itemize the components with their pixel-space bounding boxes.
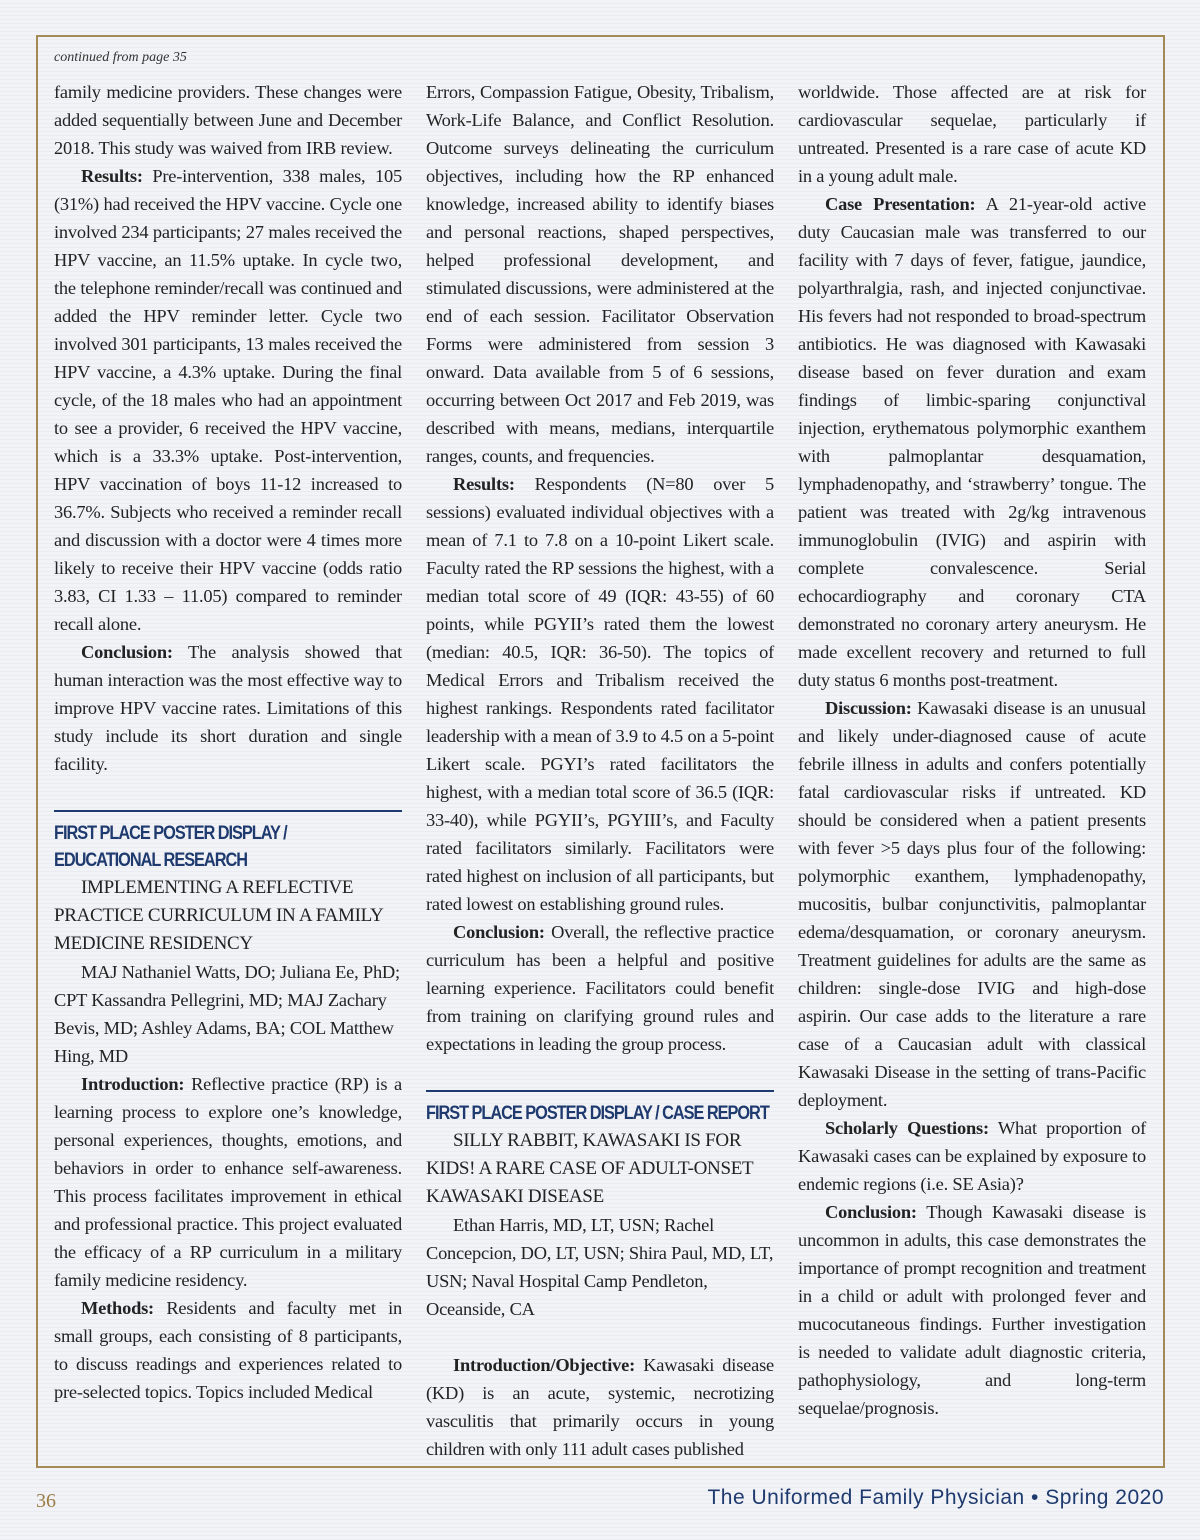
section-heading-line1: FIRST PLACE POSTER DISPLAY /: [54, 823, 287, 844]
section-divider: [426, 1090, 774, 1092]
discussion-text: Kawasaki disease is an unusual and likely under-diagnosed cause of acute febrile illness in adults and confers potentially fatal cardiovascular risks if untreated. KD should be considered when a patient presents with fever >5 days plus four of the following: polymorphic exanthem, lymphadenopathy, mucositis, bulbar conjunctivitis, palmoplantar edema/desquamation, or coronary aneurysm. Treatment guidelines for adults are the same as children: single-dose IVIG and high-dose aspirin. Our case adds to the literature a rare case of a Caucasian adult with classical Kawasaki Disease in the setting of trans-Pacific deployment.: [798, 698, 1146, 1110]
methods-text: Residents and faculty met in small groups, each consisting of 8 participants, to discuss readings and experiences related to pre-selected topics. Topics included Medical: [54, 1298, 402, 1402]
section-heading: FIRST PLACE POSTER DISPLAY / CASE REPORT: [426, 1103, 769, 1124]
conclusion-text: The analysis showed that human interaction was the most effective way to improve HPV vaccine rates. Limitations of this study include its short duration and single facility.: [54, 642, 402, 774]
section-divider: [54, 810, 402, 812]
publication-footer: The Uniformed Family Physician • Spring 2020: [707, 1486, 1164, 1509]
results-label: Results:: [81, 166, 143, 186]
questions-text: What proportion of Kawasaki cases can be explained by exposure to endemic regions (i.e. SE Asia)?: [798, 1118, 1146, 1194]
results-paragraph: [54, 162, 402, 638]
intro-paragraph: family medicine providers. These changes were added sequentially between June and December 2018. This study was waived from IRB review.: [54, 82, 402, 158]
methods-paragraph: [54, 1294, 402, 1406]
introduction-label: Introduction/Objective:: [453, 1355, 636, 1375]
discussion-paragraph: [798, 694, 1146, 1114]
conclusion-paragraph: [426, 918, 774, 1058]
questions-label: Scholarly Questions:: [825, 1118, 989, 1138]
results-paragraph: [426, 470, 774, 918]
case-label: Case Presentation:: [825, 194, 976, 214]
spacer: [426, 1323, 774, 1351]
conclusion-label: Conclusion:: [453, 922, 545, 942]
conclusion-paragraph: [798, 1198, 1146, 1422]
introduction-label: Introduction:: [81, 1074, 185, 1094]
column-2: [426, 78, 774, 1463]
conclusion-paragraph: [54, 638, 402, 778]
methods-continued: Errors, Compassion Fatigue, Obesity, Tribalism, Work-Life Balance, and Conflict Resolution. Outcome surveys delineating the curriculum objectives, including how the RP enhanced knowledge, increased ability to identify biases and personal reactions, shaped perspectives, helped professional development, and stimulated discussions, were administered at the end of each session. Facilitator Observation Forms were administered from session 3 onward. Data available from 5 of 6 sessions, occurring between Oct 2017 and Feb 2019, was described with means, medians, interquartile ranges, counts, and frequencies.: [426, 82, 774, 466]
case-paragraph: [798, 190, 1146, 694]
article-title: IMPLEMENTING A REFLECTIVE PRACTICE CURRICULUM IN A FAMILY MEDICINE RESIDENCY: [54, 877, 383, 954]
results-text: Pre-intervention, 338 males, 105 (31%) had received the HPV vaccine. Cycle one involved 234 participants; 27 males received the HPV vaccine, an 11.5% uptake. In cycle two, the telephone reminder/recall was continued and added the HPV reminder letter. Cycle two involved 301 participants, 13 males received the HPV vaccine, a 4.3% uptake. During the final cycle, of the 18 males who had an appointment to see a provider, 6 received the HPV vaccine, which is a 33.3% uptake. Post-intervention, HPV vaccination of boys 11-12 increased to 36.7%. Subjects who received a reminder recall and discussion with a doctor were 4 times more likely to receive their HPV vaccine (odds ratio 3.83, CI 1.33 – 11.05) compared to reminder recall alone.: [54, 166, 402, 634]
conclusion-text: Overall, the reflective practice curriculum has been a helpful and positive learning experience. Facilitators could benefit from training on clarifying ground rules and expectations in leading the group process.: [426, 922, 774, 1054]
discussion-label: Discussion:: [825, 698, 912, 718]
introduction-paragraph: [426, 1351, 774, 1463]
results-label: Results:: [453, 474, 515, 494]
introduction-continued: worldwide. Those affected are at risk for cardiovascular sequelae, particularly if untreated. Presented is a rare case of acute KD in a young adult male.: [798, 82, 1146, 186]
case-text: A 21-year-old active duty Caucasian male was transferred to our facility with 7 days of fever, fatigue, jaundice, polyarthralgia, rash, and injected conjunctivae. His fevers had not responded to broad-spectrum antibiotics. He was diagnosed with Kawasaki disease based on fever duration and exam findings of limbic-sparing conjunctival injection, erythematous polymorphic exanthem with palmoplantar desquamation, lymphadenopathy, and ‘strawberry’ tongue. The patient was treated with 2g/kg intravenous immunoglobulin (IVIG) and aspirin with complete convalescence. Serial echocardiography and coronary CTA demonstrated no coronary artery aneurysm. He made excellent recovery and returned to full duty status 6 months post-treatment.: [798, 194, 1146, 690]
conclusion-label: Conclusion:: [81, 642, 173, 662]
column-3: [798, 78, 1146, 1422]
page-number: 36: [36, 1490, 56, 1512]
methods-label: Methods:: [81, 1298, 154, 1318]
questions-paragraph: [798, 1114, 1146, 1198]
introduction-paragraph: [54, 1070, 402, 1294]
column-1: [54, 78, 402, 1406]
introduction-text: Kawasaki disease (KD) is an acute, systemic, necrotizing vasculitis that primarily occurs in young children with only 111 adult cases published: [426, 1355, 774, 1459]
introduction-text: Reflective practice (RP) is a learning process to explore one’s knowledge, personal experiences, thoughts, emotions, and behaviors in order to enhance self-awareness. This process facilitates improvement in ethical and professional practice. This project evaluated the efficacy of a RP curriculum in a military family medicine residency.: [54, 1074, 402, 1290]
conclusion-text: Though Kawasaki disease is uncommon in adults, this case demonstrates the importance of prompt recognition and treatment in a child or adult with prolonged fever and mucocutaneous findings. Further investigation is needed to validate adult diagnostic criteria, pathophysiology, and long-term sequelae/prognosis.: [798, 1202, 1146, 1418]
section-heading-line2: EDUCATIONAL RESEARCH: [54, 850, 248, 871]
conclusion-label: Conclusion:: [825, 1202, 917, 1222]
results-text: Respondents (N=80 over 5 sessions) evaluated individual objectives with a mean of 7.1 to 7.8 on a 10-point Likert scale. Faculty rated the RP sessions the highest, with a median total score of 49 (IQR: 43-55) of 60 points, while PGYII’s rated them the lowest (median: 40.5, IQR: 36-50). The topics of Medical Errors and Tribalism received the highest rankings. Respondents rated facilitator leadership with a mean of 3.9 to 4.5 on a 5-point Likert scale. PGYI’s rated facilitators the highest, with a median total score of 36.5 (IQR: 33-40), while PGYII’s, PGYIII’s, and Faculty rated facilitators similarly. Facilitators were rated highest on inclusion of all participants, but rated lowest on establishing ground rules.: [426, 474, 774, 914]
article-authors: MAJ Nathaniel Watts, DO; Juliana Ee, PhD; CPT Kassandra Pellegrini, MD; MAJ Zachary Bevis, MD; Ashley Adams, BA; COL Matthew Hing, MD: [54, 962, 400, 1066]
article-title: SILLY RABBIT, KAWASAKI IS FOR KIDS! A RARE CASE OF ADULT-ONSET KAWASAKI DISEASE: [426, 1130, 754, 1207]
article-authors: Ethan Harris, MD, LT, USN; Rachel Concepcion, DO, LT, USN; Shira Paul, MD, LT, USN; Naval Hospital Camp Pendleton, Oceanside, CA: [426, 1215, 774, 1319]
continued-note: continued from page 35: [54, 50, 187, 65]
